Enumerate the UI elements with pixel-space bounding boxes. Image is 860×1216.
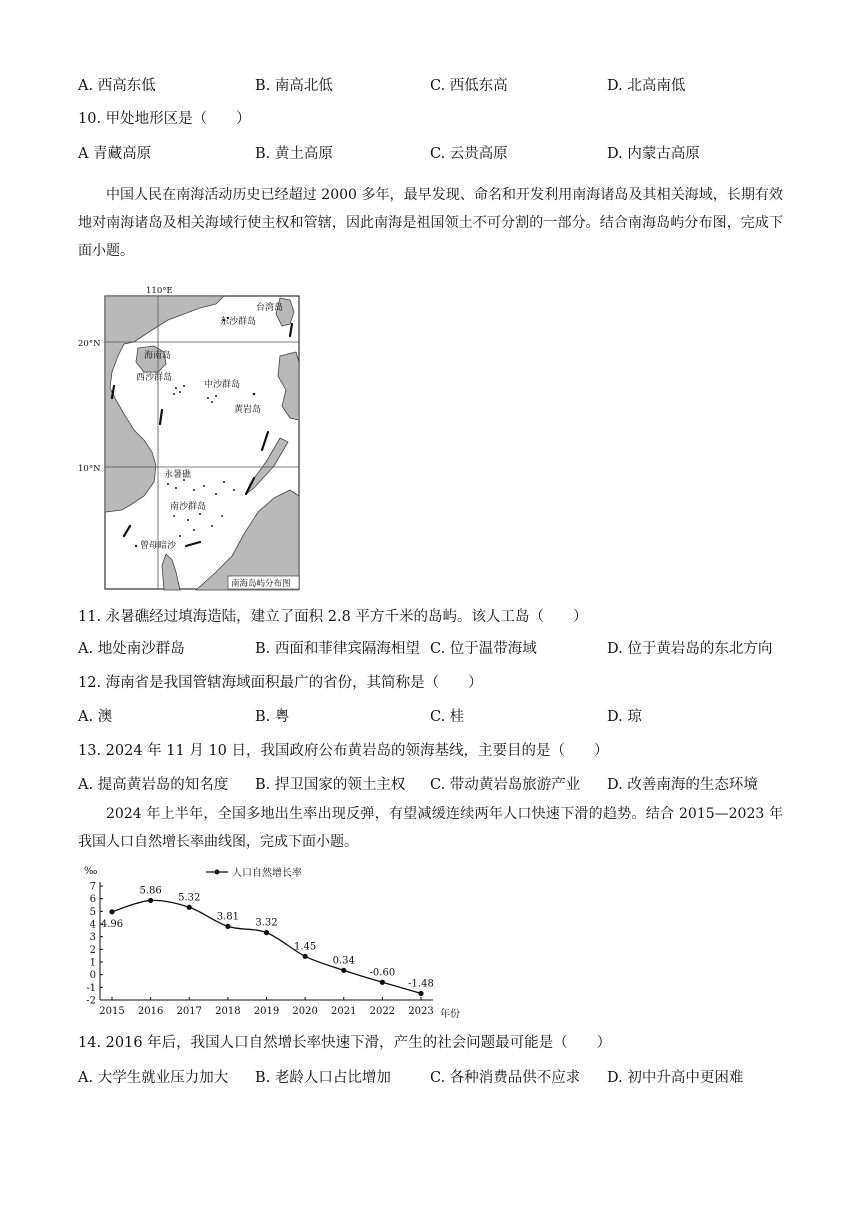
q13-option-a: A. 提高黄岩岛的知名度	[78, 777, 229, 793]
y-tick-label: -2	[86, 995, 96, 1007]
q9-option-d: D. 北高南低	[607, 78, 686, 94]
passage-population	[78, 800, 783, 856]
q11-stem: 11. 永暑礁经过填海造陆，建立了面积 2.8 平方千米的岛屿。该人工岛（ ）	[78, 609, 588, 625]
y-tick-label: 4	[89, 919, 96, 931]
x-tick-label: 2022	[369, 1006, 396, 1017]
map-label-taiwan: 台湾岛	[256, 303, 284, 313]
x-tick-label: 2017	[176, 1006, 202, 1017]
map-label-zengmu: 曾母暗沙	[140, 541, 177, 551]
data-label: -0.60	[369, 967, 396, 979]
data-label: 5.32	[178, 892, 201, 904]
q9-option-a: A. 西高东低	[78, 78, 156, 94]
series-line	[112, 900, 421, 993]
q10-stem: 10. 甲处地形区是（ ）	[78, 111, 251, 127]
q12-stem: 12. 海南省是我国管辖海域面积最广的省份，其简称是（ ）	[78, 675, 483, 691]
data-label: 5.86	[139, 885, 162, 897]
legend-label: 人口自然增长率	[232, 868, 302, 879]
legend-marker	[215, 870, 220, 875]
y-tick-label: 6	[89, 894, 96, 906]
map-label-dongsha: 东沙群岛	[220, 317, 257, 327]
q13-option-d: D. 改善南海的生态环境	[607, 777, 758, 793]
map-label-110e: 110°E	[146, 286, 173, 296]
q10-option-b: B. 黄土高原	[255, 146, 333, 162]
x-axis-label: 年份	[440, 1009, 460, 1020]
map-label-nansha: 南沙群岛	[170, 502, 207, 512]
q13-option-b: B. 捍卫国家的领土主权	[255, 777, 406, 793]
x-tick-label: 2019	[253, 1006, 280, 1017]
q9-option-b: B. 南高北低	[255, 78, 333, 94]
data-point	[341, 968, 346, 973]
data-label: 3.32	[255, 917, 278, 929]
q14-option-d: D. 初中升高中更困难	[607, 1070, 744, 1086]
passage-text-2: 2024 年上半年，全国多地出生率出现反弹，有望减缓连续两年人口快速下滑的趋势。结合 2015—2023 年我国人口自然增长率曲线图，完成下面小题。	[78, 806, 783, 850]
data-point	[148, 898, 153, 903]
data-point	[109, 909, 114, 914]
y-tick-label: 2	[89, 944, 96, 956]
x-tick-label: 2021	[331, 1006, 357, 1017]
y-tick-label: 7	[89, 881, 96, 893]
data-label: 3.81	[216, 911, 240, 923]
q10-option-a: A 青藏高原	[78, 146, 152, 162]
y-tick-label: 3	[89, 932, 96, 944]
q9-option-c: C. 西低东高	[430, 78, 508, 94]
q14-stem: 14. 2016 年后，我国人口自然增长率快速下滑，产生的社会问题最可能是（ ）	[78, 1035, 612, 1051]
map-label-10n: 10°N	[78, 464, 101, 474]
q14-option-a: A. 大学生就业压力加大	[78, 1070, 229, 1086]
q14-option-c: C. 各种消费品供不应求	[430, 1070, 581, 1086]
population-growth-chart	[78, 860, 468, 1025]
map-label-hainan: 海南岛	[144, 351, 172, 361]
x-tick-label: 2015	[99, 1006, 125, 1017]
q11-option-b: B. 西面和菲律宾隔海相望	[255, 641, 420, 657]
q10-option-d: D. 内蒙古高原	[607, 146, 700, 162]
q12-option-d: D. 琼	[607, 709, 642, 725]
y-axis-unit: ‰	[84, 866, 98, 877]
q12-option-a: A. 澳	[78, 709, 113, 725]
q12-option-c: C. 桂	[430, 709, 465, 725]
q13-stem: 13. 2024 年 11 月 10 日，我国政府公布黄岩岛的领海基线，主要目的是（ ）	[78, 743, 609, 759]
data-label: 4.96	[100, 918, 124, 930]
passage-text: 中国人民在南海活动历史已经超过 2000 多年，最早发现、命名和开发利用南海诸岛及其相关海域，长期有效地对南海诸岛及相关海域行使主权和管辖，因此南海是祖国领土不可分割的一部分。结合南海岛屿分布图，完成下面小题。	[78, 187, 783, 259]
y-tick-label: 5	[89, 906, 96, 918]
q11-option-a: A. 地处南沙群岛	[78, 641, 185, 657]
map-label-20n: 20°N	[78, 339, 101, 349]
q14-option-b: B. 老龄人口占比增加	[255, 1070, 391, 1086]
legend	[206, 866, 302, 879]
map-label-zhongsha: 中沙群岛	[204, 380, 241, 390]
passage-south-china-sea	[78, 181, 783, 265]
data-point	[264, 930, 269, 935]
y-tick-label: 0	[89, 970, 96, 982]
data-label: 0.34	[332, 955, 355, 967]
map-svg	[78, 286, 300, 590]
x-tick-label: 2018	[215, 1006, 241, 1017]
q13-option-c: C. 带动黄岩岛旅游产业	[430, 777, 581, 793]
data-point	[380, 980, 385, 985]
data-label: 1.45	[293, 941, 317, 953]
map-label-huangyan: 黄岩岛	[234, 405, 262, 415]
q11-option-c: C. 位于温带海域	[430, 641, 537, 657]
map-label-yongshu: 永暑礁	[164, 470, 192, 480]
data-point	[303, 954, 308, 959]
x-tick-label: 2020	[292, 1006, 318, 1017]
x-tick-label: 2023	[408, 1006, 434, 1017]
chart-svg	[78, 860, 468, 1025]
data-label: -1.48	[408, 978, 434, 990]
q12-option-b: B. 粤	[255, 709, 290, 725]
q11-option-d: D. 位于黄岩岛的东北方向	[607, 641, 773, 657]
map-label-xisha: 西沙群岛	[136, 373, 173, 383]
data-point	[187, 905, 192, 910]
q10-option-c: C. 云贵高原	[430, 146, 508, 162]
y-tick-label: -1	[86, 982, 96, 994]
y-tick-label: 1	[89, 957, 96, 969]
south-china-sea-map	[78, 286, 300, 590]
map-caption: 南海岛屿分布图	[231, 579, 291, 589]
data-point	[418, 991, 423, 996]
data-point	[225, 924, 230, 929]
x-tick-label: 2016	[137, 1006, 164, 1017]
